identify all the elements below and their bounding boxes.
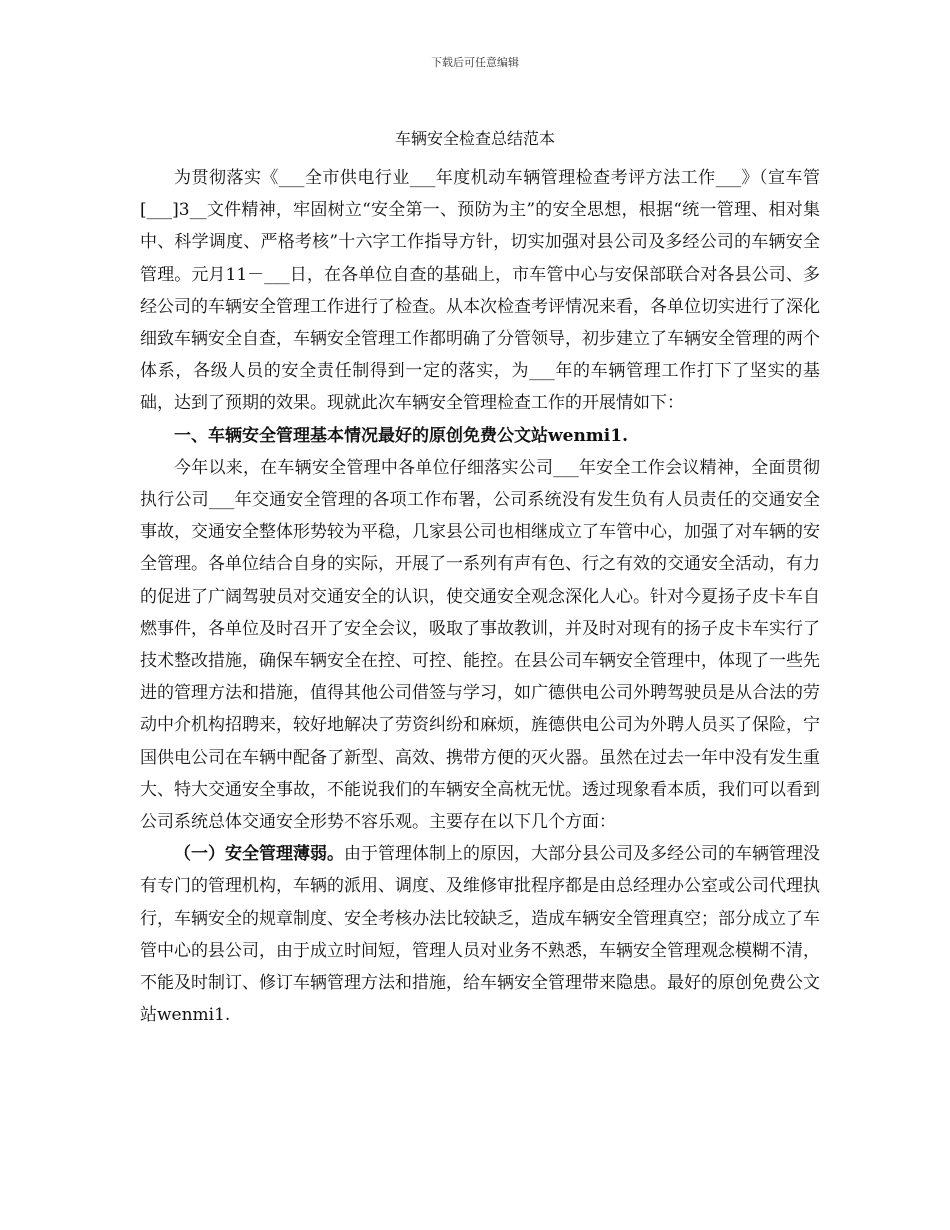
paragraph-situation: 今年以来，在车辆安全管理中各单位仔细落实公司___年安全工作会议精神，全面贯彻执行公司___年交通安全管理的各项工作布署，公司系统没有发生负有人员责任的交通安全事故，交通安全整体形势较为平稳，几家县公司也相继成立了车管中心，加强了对车辆的安全管理。各单位结合自身的实际，开展了一系列有声有色、行之有效的交通安全活动，有力的促进了广阔驾驶员对交通安全的认识，使交通安全观念深化人心。针对今夏扬子皮卡车自燃事件，各单位及时召开了安全会议，吸取了事故教训，并及时对现有的扬子皮卡车实行了技术整改措施，确保车辆安全在控、可控、能控。在县公司车辆安全管理中，体现了一些先进的管理方法和措施，值得其他公司借签与学习，如广德供电公司外聘驾驶员是从合法的劳动中介机构招聘来，较好地解决了劳资纠纷和麻烦，旌德供电公司为外聘人员买了保险，宁国供电公司在车辆中配备了新型、高效、携带方便的灭火器。虽然在过去一年中没有发生重大、特大交通安全事故，不能说我们的车辆安全高枕无忧。透过现象看本质，我们可以看到公司系统总体交通安全形势不容乐观。主要存在以下几个方面： — [140, 457, 820, 833]
sub-heading: （一）安全管理薄弱。 — [174, 844, 344, 865]
paragraph-weak-management — [140, 838, 820, 1031]
document-body — [140, 162, 820, 1031]
page-title: 车辆安全检查总结范本 — [394, 129, 555, 148]
section-heading: 一、车辆安全管理基本情况最好的原创免费公文站wenmi1. — [174, 425, 629, 446]
paragraph-intro: 为贯彻落实《___全市供电行业___年度机动车辆管理检查考评方法工作___》（宣车管[___]3__文件精神，牢固树立“安全第一、预防为主”的安全思想，根据“统一管理、相对集中、科学调度、严格考核”十六字工作指导方针，切实加强对县公司及多经公司的车辆安全管理。元月11－___日，在各单位自查的基础上，市车管中心与安保部联合对各县公司、多经公司的车辆安全管理工作进行了检查。从本次检查考评情况来看，各单位切实进行了深化细致车辆安全自查，车辆安全管理工作都明确了分管领导，初步建立了车辆安全管理的两个体系，各级人员的安全责任制得到一定的落实，为___年的车辆管理工作打下了坚实的基础，达到了预期的效果。现就此次车辆安全管理检查工作的开展情如下： — [140, 168, 820, 414]
paragraph-weak-management-text: 由于管理体制上的原因，大部分县公司及多经公司的车辆管理没有专门的管理机构，车辆的派用、调度、及维修审批程序都是由总经理办公室或公司代理执行，车辆安全的规章制度、安全考核办法比较缺乏，造成车辆安全管理真空；部分成立了车管中心的县公司，由于成立时间短，管理人员对业务不熟悉，车辆安全管理观念模糊不清，不能及时制订、修订车辆管理方法和措施，给车辆安全管理带来隐患。最好的原创免费公文站wenmi1. — [140, 844, 820, 1026]
header-note: 下载后可任意编辑 — [431, 56, 519, 69]
